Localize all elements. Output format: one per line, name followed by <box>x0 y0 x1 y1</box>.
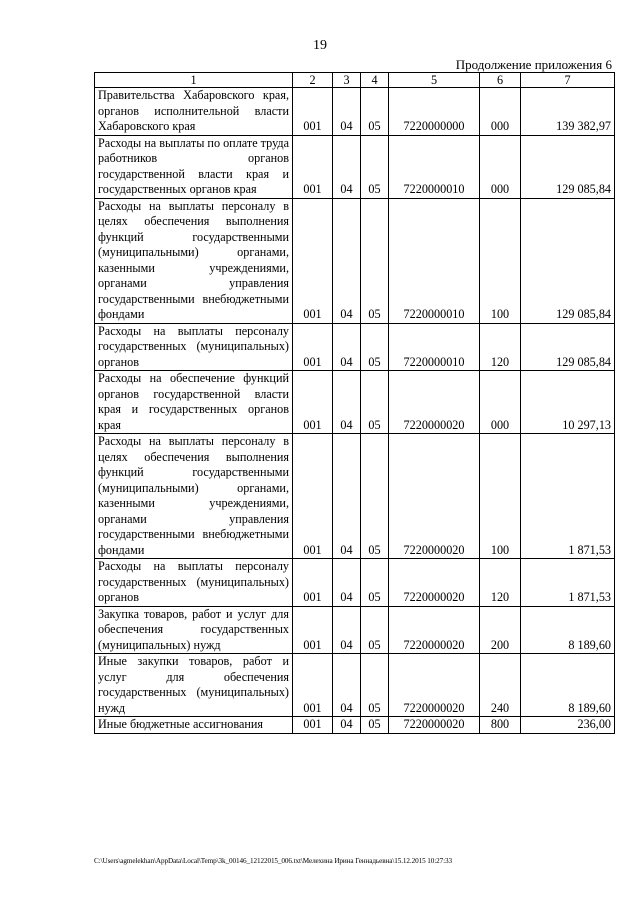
page-number: 19 <box>313 38 327 53</box>
section-code: 04 <box>333 323 361 371</box>
section-code: 04 <box>333 559 361 607</box>
header-row <box>95 73 615 88</box>
ministry-code: 001 <box>293 371 333 434</box>
table-row <box>95 371 615 434</box>
subsection-code: 05 <box>361 198 389 323</box>
ministry-code: 001 <box>293 559 333 607</box>
column-header: 4 <box>361 73 389 88</box>
expense-type-code: 240 <box>480 654 521 717</box>
expense-name: Правительства Хабаровского края, органов исполнительной власти Хабаровского края <box>95 88 293 136</box>
ministry-code: 001 <box>293 88 333 136</box>
subsection-code: 05 <box>361 434 389 559</box>
expense-name: Расходы на обеспечение функций органов государственной власти края и государственных органов края <box>95 371 293 434</box>
subsection-code: 05 <box>361 88 389 136</box>
expense-name: Расходы на выплаты по оплате труда работников органов государственной власти края и государственных органов края <box>95 135 293 198</box>
ministry-code: 001 <box>293 717 333 734</box>
expense-type-code: 000 <box>480 135 521 198</box>
expense-type-code: 100 <box>480 434 521 559</box>
table-row <box>95 559 615 607</box>
table-row <box>95 434 615 559</box>
target-article-code: 7220000010 <box>389 198 480 323</box>
target-article-code: 7220000020 <box>389 717 480 734</box>
amount: 10 297,13 <box>521 371 615 434</box>
table-row <box>95 606 615 654</box>
target-article-code: 7220000020 <box>389 559 480 607</box>
table-row <box>95 717 615 734</box>
target-article-code: 7220000020 <box>389 654 480 717</box>
section-code: 04 <box>333 654 361 717</box>
amount: 139 382,97 <box>521 88 615 136</box>
expense-name: Расходы на выплаты персоналу в целях обеспечения выполнения функций государственными (муниципальными) органами, казенными учреждениями, органами управления государственными внебюджетными фондами <box>95 198 293 323</box>
subsection-code: 05 <box>361 135 389 198</box>
section-code: 04 <box>333 717 361 734</box>
target-article-code: 7220000020 <box>389 371 480 434</box>
table-row <box>95 323 615 371</box>
target-article-code: 7220000010 <box>389 135 480 198</box>
subsection-code: 05 <box>361 371 389 434</box>
subsection-code: 05 <box>361 654 389 717</box>
continuation-label: Продолжение приложения 6 <box>455 57 612 72</box>
amount: 129 085,84 <box>521 198 615 323</box>
ministry-code: 001 <box>293 434 333 559</box>
file-path-footer: C:\Users\agmelekhan\AppData\Local\Temp\3k_00146_12122015_006.txt\Мелехина Ирина Геннадьевна\15.12.2015 10:27:33 <box>94 857 453 865</box>
target-article-code: 7220000000 <box>389 88 480 136</box>
ministry-code: 001 <box>293 198 333 323</box>
expense-type-code: 120 <box>480 559 521 607</box>
expense-type-code: 120 <box>480 323 521 371</box>
section-code: 04 <box>333 135 361 198</box>
section-code: 04 <box>333 434 361 559</box>
amount: 1 871,53 <box>521 434 615 559</box>
expense-name: Иные закупки товаров, работ и услуг для обеспечения государственных (муниципальных) нужд <box>95 654 293 717</box>
expense-type-code: 000 <box>480 88 521 136</box>
expense-name: Закупка товаров, работ и услуг для обеспечения государственных (муниципальных) нужд <box>95 606 293 654</box>
column-header: 5 <box>389 73 480 88</box>
expense-name: Иные бюджетные ассигнования <box>95 717 293 734</box>
expense-name: Расходы на выплаты персоналу в целях обеспечения выполнения функций государственными (муниципальными) органами, казенными учреждениями, органами управления государственными внебюджетными фондами <box>95 434 293 559</box>
subsection-code: 05 <box>361 606 389 654</box>
expense-name: Расходы на выплаты персоналу государственных (муниципальных) органов <box>95 323 293 371</box>
section-code: 04 <box>333 371 361 434</box>
column-header: 3 <box>333 73 361 88</box>
ministry-code: 001 <box>293 606 333 654</box>
expense-type-code: 000 <box>480 371 521 434</box>
ministry-code: 001 <box>293 654 333 717</box>
budget-table <box>94 72 615 734</box>
subsection-code: 05 <box>361 323 389 371</box>
column-header: 2 <box>293 73 333 88</box>
section-code: 04 <box>333 606 361 654</box>
column-header: 7 <box>521 73 615 88</box>
expense-type-code: 100 <box>480 198 521 323</box>
target-article-code: 7220000020 <box>389 434 480 559</box>
amount: 129 085,84 <box>521 135 615 198</box>
section-code: 04 <box>333 88 361 136</box>
amount: 236,00 <box>521 717 615 734</box>
column-header: 1 <box>95 73 293 88</box>
expense-type-code: 800 <box>480 717 521 734</box>
section-code: 04 <box>333 198 361 323</box>
amount: 129 085,84 <box>521 323 615 371</box>
ministry-code: 001 <box>293 323 333 371</box>
target-article-code: 7220000010 <box>389 323 480 371</box>
expense-name: Расходы на выплаты персоналу государственных (муниципальных) органов <box>95 559 293 607</box>
table-row <box>95 198 615 323</box>
subsection-code: 05 <box>361 717 389 734</box>
ministry-code: 001 <box>293 135 333 198</box>
expense-type-code: 200 <box>480 606 521 654</box>
amount: 8 189,60 <box>521 606 615 654</box>
table-row <box>95 88 615 136</box>
amount: 8 189,60 <box>521 654 615 717</box>
table-row <box>95 654 615 717</box>
amount: 1 871,53 <box>521 559 615 607</box>
table-row <box>95 135 615 198</box>
column-header: 6 <box>480 73 521 88</box>
subsection-code: 05 <box>361 559 389 607</box>
target-article-code: 7220000020 <box>389 606 480 654</box>
